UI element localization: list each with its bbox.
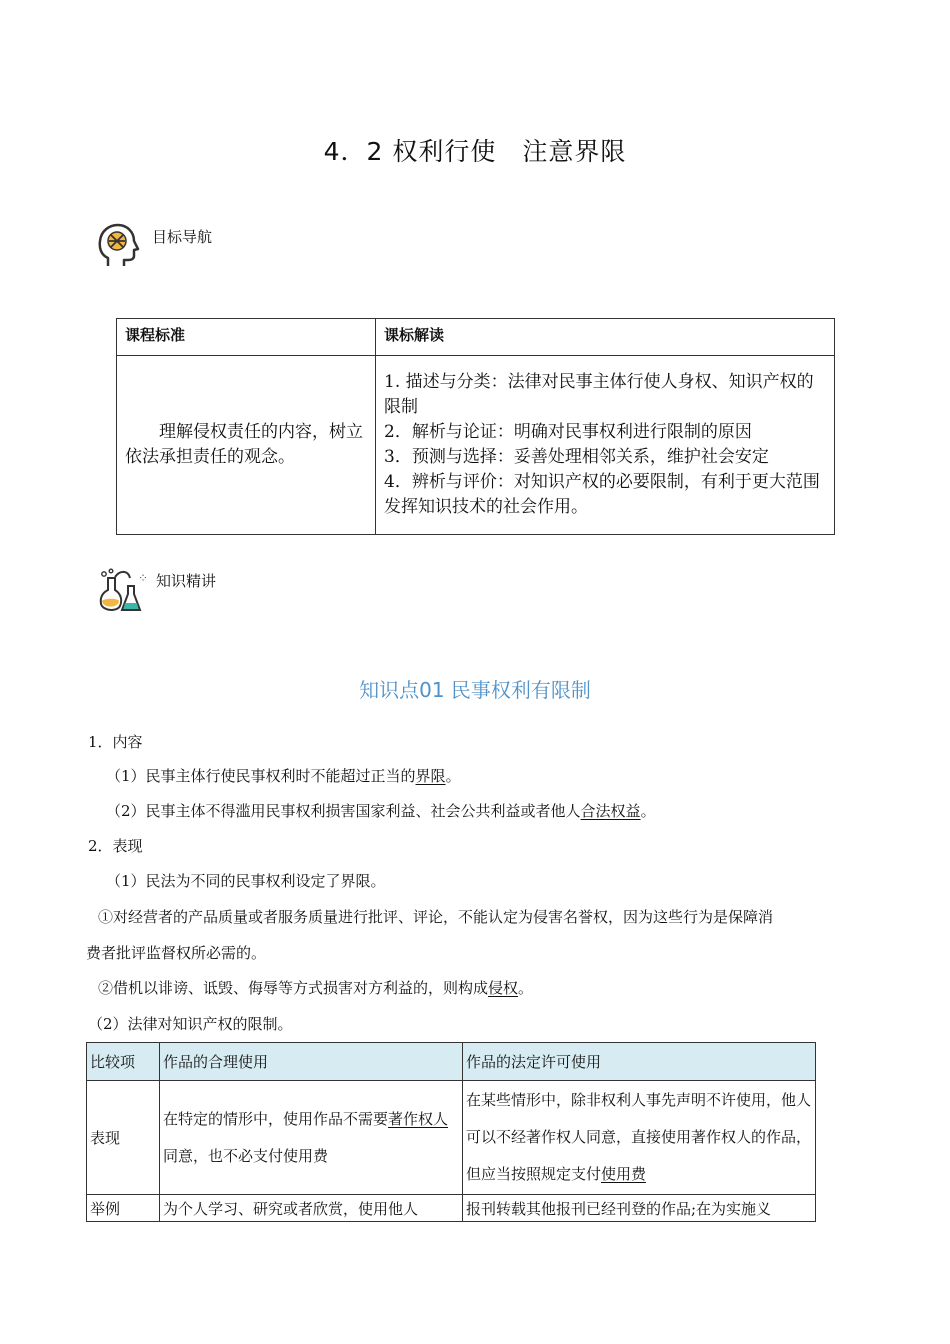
- content-para: 费者批评监督权所必需的。: [86, 944, 267, 962]
- underlined-term: 界限: [415, 767, 446, 785]
- row-label: 表现: [87, 1081, 160, 1195]
- content-heading-2: 2．表现: [88, 837, 143, 855]
- nav-label: 目标导航: [152, 228, 213, 246]
- legal-license-text: 在某些情形中，除非权利人事先声明不许使用，他人可以不经著作权人同意，直接使用著作权人的作品，但应当按照规定支付使用费: [466, 1091, 812, 1183]
- content-para: （1）民事主体行使民事权利时不能超过正当的界限。: [106, 767, 461, 785]
- underlined-term: 著作权人: [388, 1109, 449, 1128]
- underlined-term: 合法权益: [580, 802, 641, 820]
- brain-head-icon: [96, 222, 140, 274]
- header-standard: 课程标准: [117, 319, 376, 356]
- content-heading-1: 1．内容: [88, 733, 143, 751]
- content-para: （1）民法为不同的民事权利设定了界限。: [106, 872, 386, 890]
- section-heading: 知识点01 民事权利有限制: [359, 678, 591, 702]
- fair-use-text: 在特定的情形中，使用作品不需要著作权人同意，也不必支付使用费: [163, 1109, 449, 1165]
- header-legal-license: 作品的法定许可使用: [463, 1043, 816, 1081]
- row-label: 举例: [87, 1195, 160, 1222]
- header-compare: 比较项: [87, 1043, 160, 1081]
- sparkle-icon: ⁘: [138, 571, 149, 585]
- interpretation-item: 3．预测与选择：妥善处理相邻关系，维护社会安定: [384, 447, 769, 467]
- interpretation-item: 4．辨析与评价：对知识产权的必要限制，有利于更大范围发挥知识技术的社会作用。: [384, 472, 820, 517]
- content-para: （2）民事主体不得滥用民事权利损害国家利益、社会公共利益或者他人合法权益。: [106, 802, 656, 820]
- fair-use-example: 为个人学习、研究或者欣赏，使用他人: [160, 1195, 463, 1222]
- course-standard-table: [116, 318, 835, 535]
- page-title: 4．2 权利行使 注意界限: [323, 137, 627, 166]
- header-interpretation: 课标解读: [376, 319, 835, 356]
- content-para: ②借机以诽谤、诋毁、侮辱等方式损害对方利益的，则构成侵权。: [98, 979, 534, 997]
- legal-license-example: 报刊转载其他报刊已经刊登的作品;在为实施义: [463, 1195, 816, 1222]
- underlined-term: 使用费: [601, 1165, 647, 1183]
- underlined-term: 侵权: [488, 979, 519, 997]
- interpretation-item: 2．解析与论证：明确对民事权利进行限制的原因: [384, 422, 752, 442]
- ip-limit-table: [86, 1042, 816, 1222]
- interpretation-item: 1. 描述与分类：法律对民事主体行使人身权、知识产权的限制: [384, 372, 814, 417]
- knowledge-label: 知识精讲: [156, 572, 217, 590]
- content-para: ①对经营者的产品质量或者服务质量进行批评、评论，不能认定为侵害名誉权，因为这些行为是保障消: [98, 908, 774, 926]
- header-fair-use: 作品的合理使用: [160, 1043, 463, 1081]
- standard-text: 理解侵权责任的内容，树立依法承担责任的观念。: [125, 422, 363, 467]
- content-para: （2）法律对知识产权的限制。: [88, 1015, 293, 1033]
